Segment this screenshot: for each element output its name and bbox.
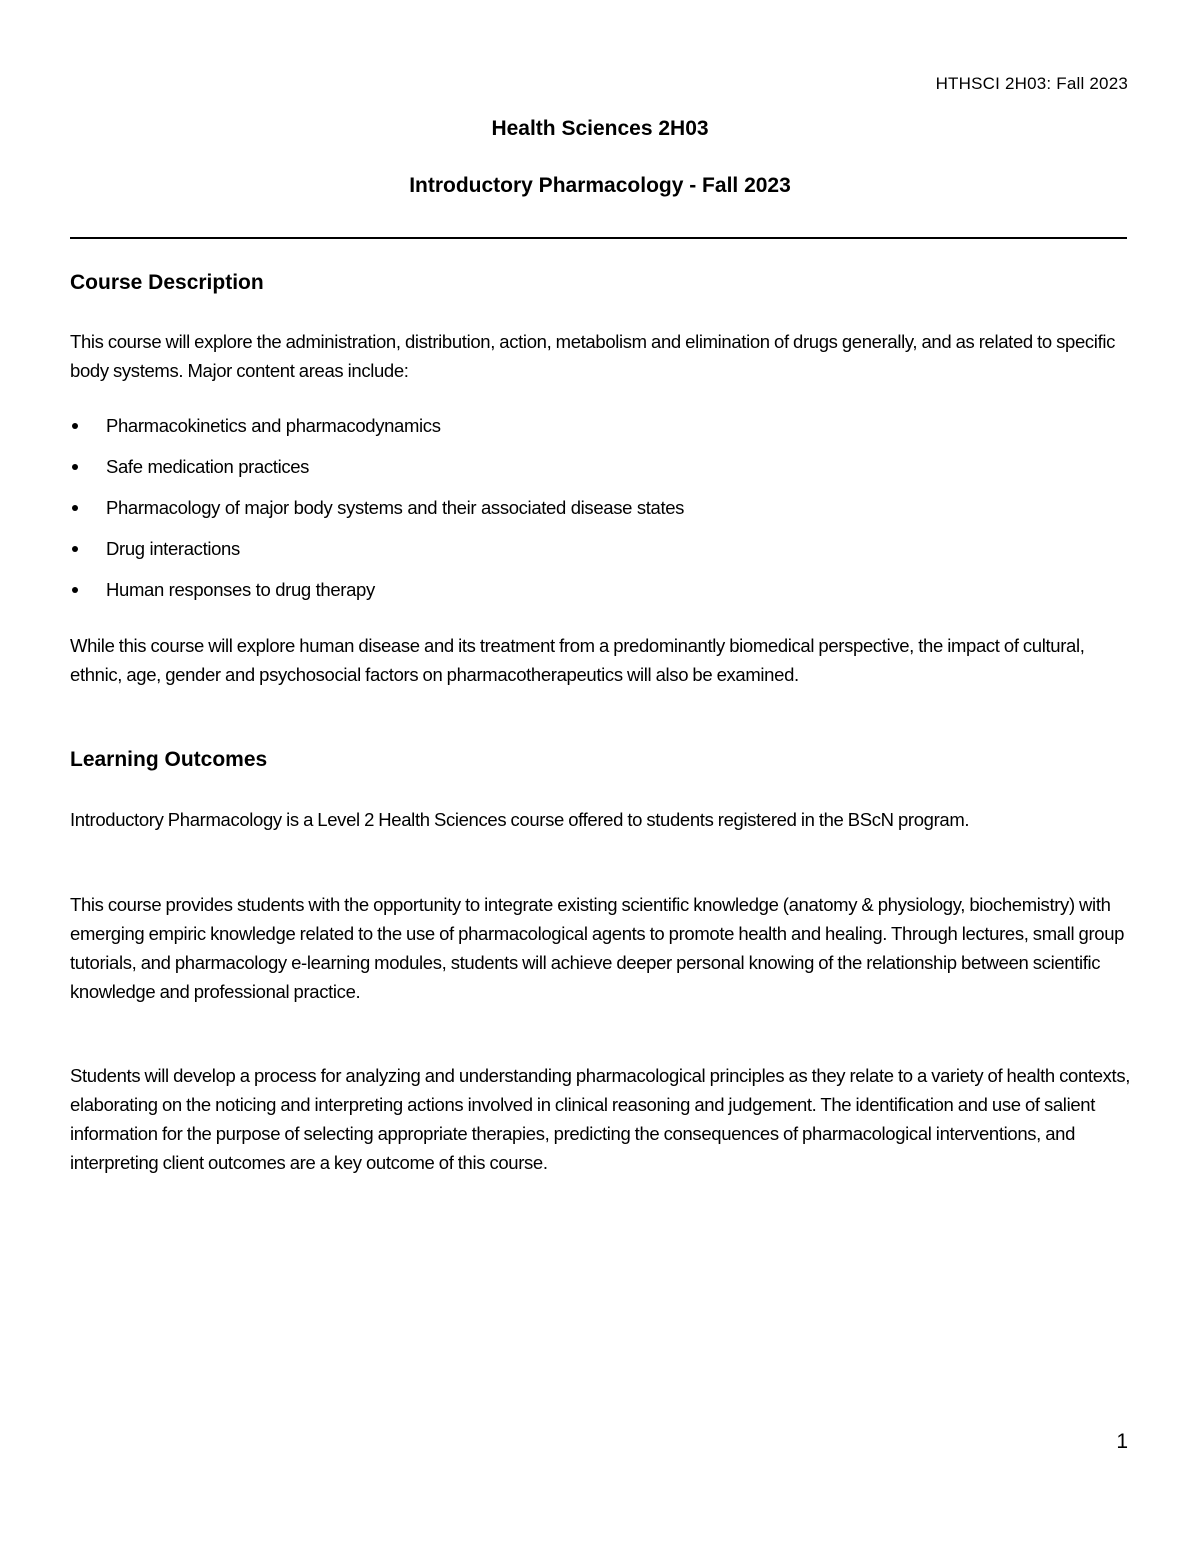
learning-outcomes-paragraph: Students will develop a process for analyzing and understanding pharmacological principles as they relate to a variety of health contexts, elaborating on the noticing and interpreting actions involved in clinical reasoning and judgement. The identification and use of salient information for the purpose of selecting appropriate therapies, predicting the consequences of pharmacological interventions, and interpreting client outcomes are a key outcome of this course. xyxy=(70,1065,1131,1173)
running-header: HTHSCI 2H03: Fall 2023 xyxy=(935,74,1128,93)
bullet-icon xyxy=(72,546,78,552)
course-name-title: Introductory Pharmacology - Fall 2023 xyxy=(409,174,791,197)
bullet-icon xyxy=(72,505,78,511)
list-item-text: Pharmacokinetics and pharmacodynamics xyxy=(106,415,441,436)
title-divider xyxy=(70,237,1127,239)
list-item xyxy=(70,452,684,493)
bullet-icon xyxy=(72,464,78,470)
course-description-heading: Course Description xyxy=(70,271,264,294)
list-item xyxy=(70,534,684,575)
course-description-closing: While this course will explore human disease and its treatment from a predominantly biomedical perspective, the impact of cultural, ethnic, age, gender and psychosocial factors on pharmacotherapeutics will also be examined. xyxy=(70,635,1085,685)
course-description-intro: This course will explore the administration, distribution, action, metabolism and elimination of drugs generally, and as related to specific body systems. Major content areas include: xyxy=(70,331,1116,381)
learning-outcomes-paragraph: Introductory Pharmacology is a Level 2 Health Sciences course offered to students registered in the BScN program. xyxy=(70,809,970,830)
list-item xyxy=(70,411,684,452)
list-item-text: Pharmacology of major body systems and their associated disease states xyxy=(106,497,685,518)
list-item-text: Human responses to drug therapy xyxy=(106,579,375,600)
list-item-text: Drug interactions xyxy=(106,538,240,559)
learning-outcomes-paragraph: This course provides students with the opportunity to integrate existing scientific knowledge (anatomy & physiology, biochemistry) with emerging empiric knowledge related to the use of pharmacological agents to promote health and healing. Through lectures, small group tutorials, and pharmacology e-learning modules, students will achieve deeper personal knowing of the relationship between scientific knowledge and professional practice. xyxy=(70,894,1125,1002)
list-item xyxy=(70,575,684,616)
bullet-icon xyxy=(72,423,78,429)
page-number: 1 xyxy=(1116,1430,1128,1453)
bullet-icon xyxy=(72,587,78,593)
list-item-text: Safe medication practices xyxy=(106,456,310,477)
list-item xyxy=(70,493,684,534)
content-areas-list xyxy=(70,411,684,616)
course-code-title: Health Sciences 2H03 xyxy=(491,117,709,140)
learning-outcomes-heading: Learning Outcomes xyxy=(70,748,268,771)
